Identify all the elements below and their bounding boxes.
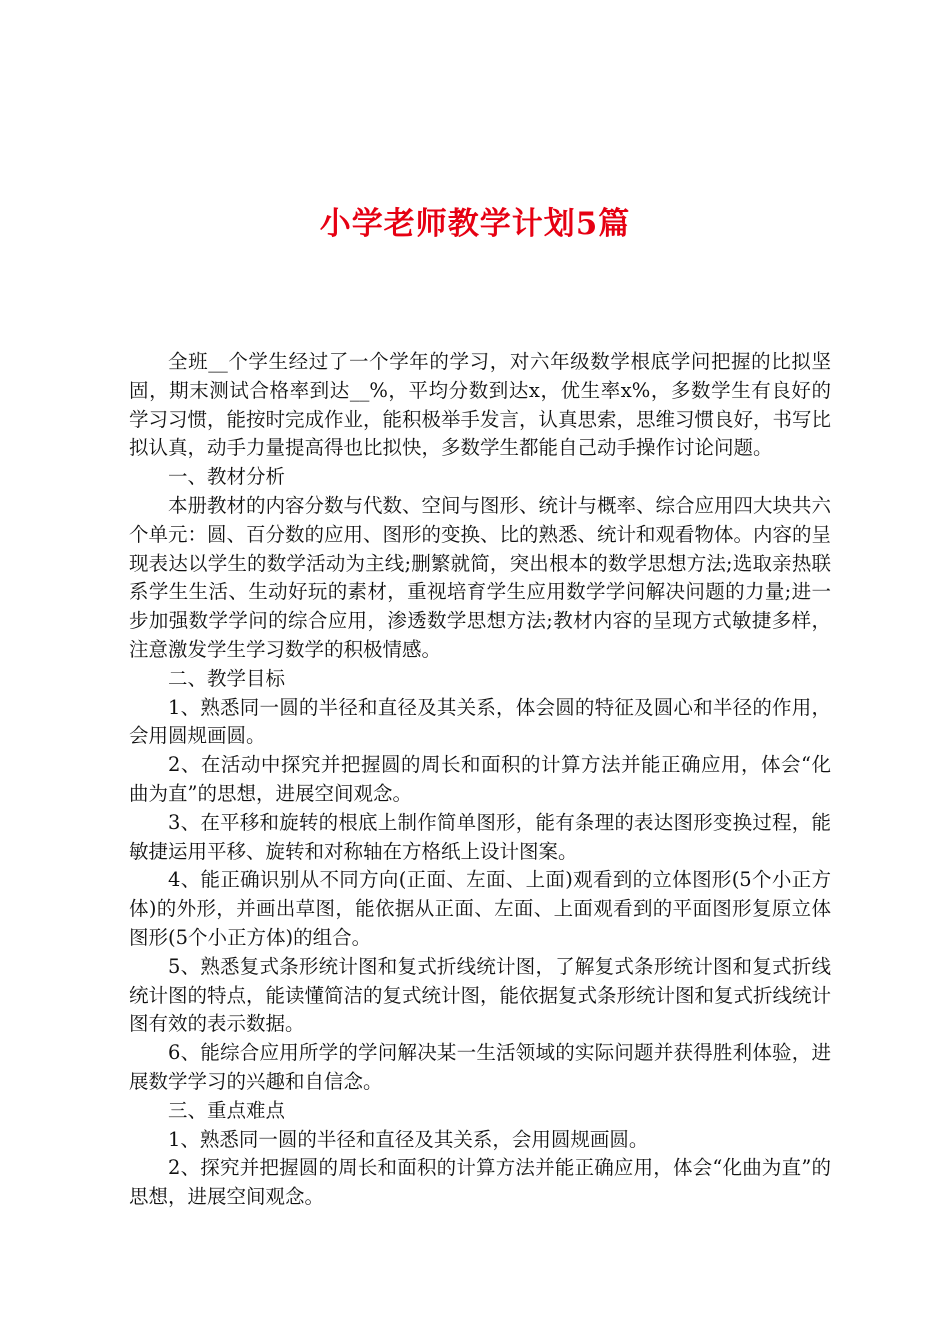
goal-item-3: 3、在平移和旋转的根底上制作简单图形，能有条理的表达图形变换过程，能敏捷运用平移、旋转和对称轴在方格纸上设计图案。 <box>129 810 831 863</box>
document-body <box>129 348 831 1212</box>
difficulty-item-2: 2、探究并把握圆的周长和面积的计算方法并能正确应用，体会“化曲为直”的思想，进展空间观念。 <box>129 1156 831 1209</box>
goal-item-2: 2、在活动中探究并把握圆的周长和面积的计算方法并能正确应用，体会“化曲为直”的思想，进展空间观念。 <box>129 753 831 805</box>
goal-item-4: 4、能正确识别从不同方向(正面、左面、上面)观看到的立体图形(5个小正方体)的外形，并画出草图，能依据从正面、左面、上面观看到的平面图形复原立体图形(5个小正方体)的组合。 <box>129 868 831 949</box>
paragraph-intro: 全班__个学生经过了一个学年的学习，对六年级数学根底学问把握的比拟坚固，期末测试合格率到达__%，平均分数到达x，优生率x%，多数学生有良好的学习习惯，能按时完成作业，能积极举手发言，认真思索，思维习惯良好，书写比拟认真，动手力量提高得也比拟快，多数学生都能自己动手操作讨论问题。 <box>129 350 832 460</box>
paragraph-textbook-analysis: 本册教材的内容分数与代数、空间与图形、统计与概率、综合应用四大块共六个单元：圆、百分数的应用、图形的变换、比的熟悉、统计和观看物体。内容的呈现表达以学生的数学活动为主线;删繁就简，突出根本的数学思想方法;选取亲热联系学生生活、生动好玩的素材，重视培育学生应用数学学问解决问题的力量;进一步加强数学学问的综合应用，渗透数学思想方法;教材内容的呈现方式敏捷多样，注意激发学生学习数学的积极情感。 <box>129 493 832 661</box>
heading-key-difficulties: 三、重点难点 <box>168 1098 286 1122</box>
heading-teaching-goals: 二、教学目标 <box>168 666 286 690</box>
goal-item-6: 6、能综合应用所学的学问解决某一生活领域的实际问题并获得胜利体验，进展数学学习的兴趣和自信念。 <box>129 1041 831 1093</box>
goal-item-5: 5、熟悉复式条形统计图和复式折线统计图，了解复式条形统计图和复式折线统计图的特点，能读懂简洁的复式统计图，能依据复式条形统计图和复式折线统计图有效的表示数据。 <box>129 954 832 1036</box>
difficulty-item-1: 1、熟悉同一圆的半径和直径及其关系，会用圆规画圆。 <box>168 1127 649 1151</box>
document-title: 小学老师教学计划5篇 <box>319 206 631 242</box>
heading-textbook-analysis: 一、教材分析 <box>168 465 286 489</box>
goal-item-1: 1、熟悉同一圆的半径和直径及其关系，体会圆的特征及圆心和半径的作用，会用圆规画圆。 <box>129 695 831 748</box>
